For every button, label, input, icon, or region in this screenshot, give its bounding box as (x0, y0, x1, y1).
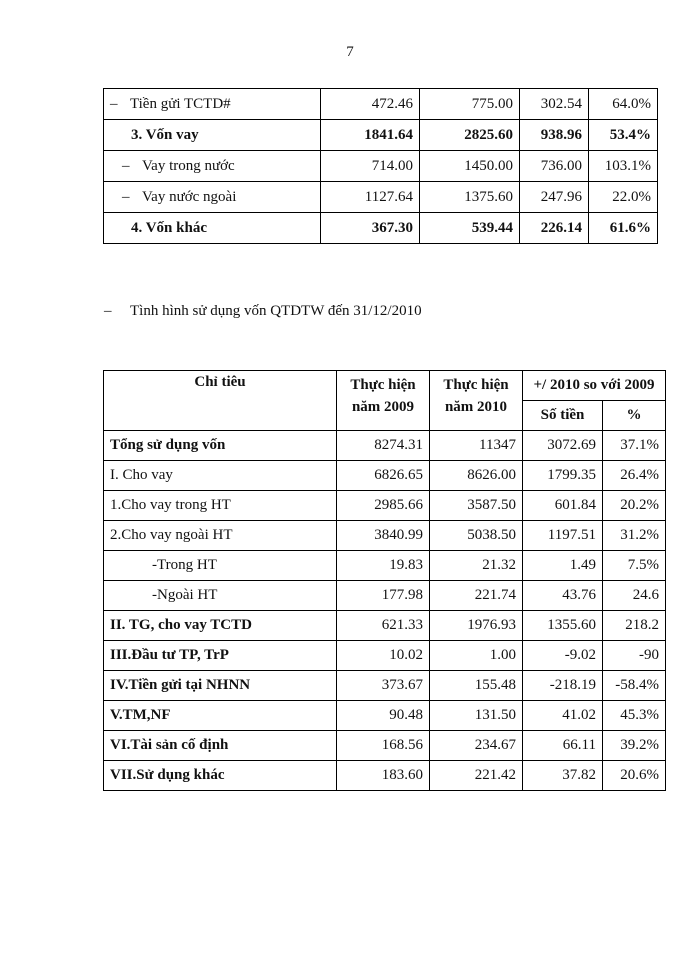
cell-diff: 1197.51 (523, 521, 603, 551)
cell-diff: -218.19 (523, 671, 603, 701)
cell-pct: 39.2% (603, 731, 666, 761)
table-row (104, 551, 666, 581)
cell-pct: 26.4% (603, 461, 666, 491)
cell-2010: 539.44 (420, 213, 520, 244)
cell-diff: 1355.60 (523, 611, 603, 641)
row-label: V.TM,NF (104, 701, 337, 731)
row-label: VI.Tài sản cố định (104, 731, 337, 761)
row-label: -Trong HT (104, 551, 337, 581)
table-row (104, 461, 666, 491)
cell-pct: 53.4% (589, 120, 658, 151)
row-label: 4. Vốn khác (104, 213, 321, 244)
cell-2010: 8626.00 (430, 461, 523, 491)
header-2010: Thực hiện năm 2010 (430, 371, 523, 431)
capital-sources-table (103, 88, 658, 244)
cell-pct: 37.1% (603, 431, 666, 461)
cell-2009: 714.00 (321, 151, 420, 182)
cell-diff: 938.96 (520, 120, 589, 151)
cell-pct: 103.1% (589, 151, 658, 182)
cell-2009: 19.83 (337, 551, 430, 581)
cell-2010: 11347 (430, 431, 523, 461)
row-label: III.Đầu tư TP, TrP (104, 641, 337, 671)
row-label: 2.Cho vay ngoài HT (104, 521, 337, 551)
cell-diff: 66.11 (523, 731, 603, 761)
cell-2010: 234.67 (430, 731, 523, 761)
cell-2010: 1375.60 (420, 182, 520, 213)
cell-2010: 1.00 (430, 641, 523, 671)
cell-2009: 367.30 (321, 213, 420, 244)
header-indicator: Chỉ tiêu (104, 371, 337, 431)
table-row (104, 641, 666, 671)
row-label: Tổng sử dụng vốn (104, 431, 337, 461)
cell-diff: 226.14 (520, 213, 589, 244)
table-header-row (104, 371, 666, 401)
row-label: -Ngoài HT (104, 581, 337, 611)
row-label: VII.Sử dụng khác (104, 761, 337, 791)
section-caption: – Tình hình sử dụng vốn QTDTW đến 31/12/2010 (104, 303, 422, 319)
cell-diff: 601.84 (523, 491, 603, 521)
cell-diff: 41.02 (523, 701, 603, 731)
cell-diff: 302.54 (520, 89, 589, 120)
row-label: – Vay trong nước (104, 151, 321, 182)
cell-2010: 221.74 (430, 581, 523, 611)
table-row (104, 89, 658, 120)
header-2009: Thực hiện năm 2009 (337, 371, 430, 431)
table-row (104, 671, 666, 701)
cell-pct: 45.3% (603, 701, 666, 731)
cell-2009: 90.48 (337, 701, 430, 731)
page-number: 7 (346, 44, 354, 60)
cell-2010: 1976.93 (430, 611, 523, 641)
header-percent: % (603, 401, 666, 431)
row-label: II. TG, cho vay TCTD (104, 611, 337, 641)
table-row (104, 182, 658, 213)
cell-2010: 775.00 (420, 89, 520, 120)
cell-diff: 247.96 (520, 182, 589, 213)
table-row (104, 120, 658, 151)
row-label: I. Cho vay (104, 461, 337, 491)
cell-2010: 131.50 (430, 701, 523, 731)
header-amount: Số tiền (523, 401, 603, 431)
cell-pct: 64.0% (589, 89, 658, 120)
cell-2010: 3587.50 (430, 491, 523, 521)
cell-2009: 373.67 (337, 671, 430, 701)
capital-usage-table (103, 370, 666, 791)
row-label: IV.Tiền gửi tại NHNN (104, 671, 337, 701)
cell-diff: 37.82 (523, 761, 603, 791)
table-row (104, 431, 666, 461)
cell-2009: 168.56 (337, 731, 430, 761)
cell-2009: 183.60 (337, 761, 430, 791)
cell-2009: 177.98 (337, 581, 430, 611)
cell-diff: 43.76 (523, 581, 603, 611)
table-row (104, 581, 666, 611)
cell-pct: 7.5% (603, 551, 666, 581)
cell-2010: 155.48 (430, 671, 523, 701)
cell-2009: 10.02 (337, 641, 430, 671)
cell-pct: 20.6% (603, 761, 666, 791)
cell-2009: 2985.66 (337, 491, 430, 521)
row-label: 1.Cho vay trong HT (104, 491, 337, 521)
row-label: – Vay nước ngoài (104, 182, 321, 213)
table-row (104, 731, 666, 761)
cell-diff: 736.00 (520, 151, 589, 182)
cell-pct: 24.6 (603, 581, 666, 611)
cell-pct: 218.2 (603, 611, 666, 641)
cell-diff: 3072.69 (523, 431, 603, 461)
cell-2009: 1127.64 (321, 182, 420, 213)
cell-2009: 621.33 (337, 611, 430, 641)
row-label: 3. Vốn vay (104, 120, 321, 151)
cell-2009: 1841.64 (321, 120, 420, 151)
cell-2010: 5038.50 (430, 521, 523, 551)
cell-pct: 22.0% (589, 182, 658, 213)
cell-2010: 21.32 (430, 551, 523, 581)
cell-pct: -90 (603, 641, 666, 671)
cell-2009: 472.46 (321, 89, 420, 120)
header-comparison: +/ 2010 so với 2009 (523, 371, 666, 401)
table-row (104, 213, 658, 244)
table-row (104, 491, 666, 521)
cell-2009: 3840.99 (337, 521, 430, 551)
cell-pct: -58.4% (603, 671, 666, 701)
table-row (104, 701, 666, 731)
table-row (104, 521, 666, 551)
cell-diff: -9.02 (523, 641, 603, 671)
cell-pct: 20.2% (603, 491, 666, 521)
cell-2010: 1450.00 (420, 151, 520, 182)
cell-pct: 31.2% (603, 521, 666, 551)
table-row (104, 611, 666, 641)
cell-2010: 2825.60 (420, 120, 520, 151)
cell-2010: 221.42 (430, 761, 523, 791)
cell-diff: 1.49 (523, 551, 603, 581)
cell-pct: 61.6% (589, 213, 658, 244)
table-row (104, 761, 666, 791)
row-label: – Tiền gửi TCTD# (104, 89, 321, 120)
cell-2009: 8274.31 (337, 431, 430, 461)
cell-2009: 6826.65 (337, 461, 430, 491)
cell-diff: 1799.35 (523, 461, 603, 491)
table-row (104, 151, 658, 182)
